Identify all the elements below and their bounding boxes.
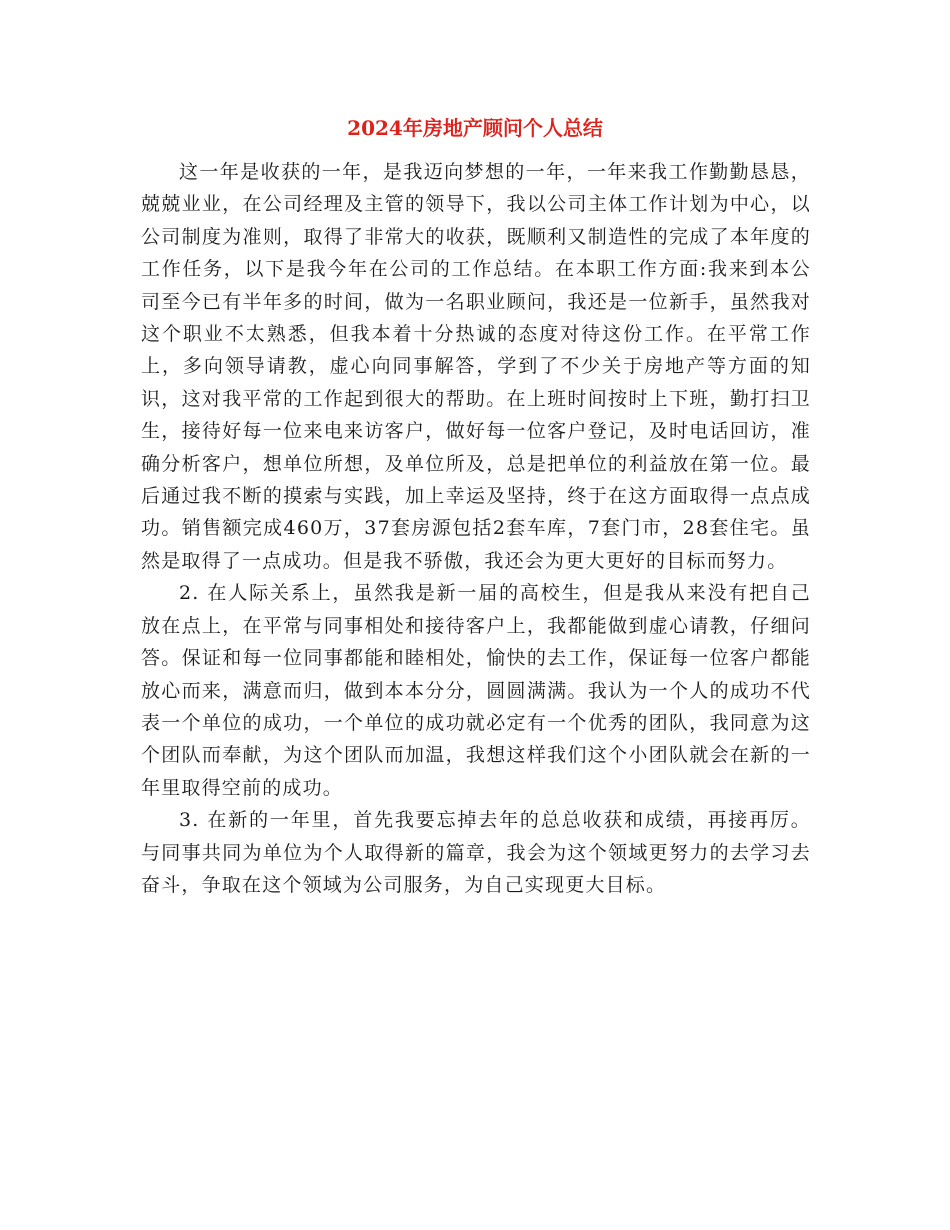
document-title: 2024年房地产顾问个人总结 bbox=[347, 116, 603, 140]
paragraph-1: 这一年是收获的一年，是我迈向梦想的一年，一年来我工作勤勤恳恳，兢兢业业，在公司经理及主管的领导下，我以公司主体工作计划为中心，以公司制度为准则，取得了非常大的收获，既顺利又制造性的完成了本年度的工作任务，以下是我今年在公司的工作总结。在本职工作方面:我来到本公司至今已有半年多的时间，做为一名职业顾问，我还是一位新手，虽然我对这个职业不太熟悉，但我本着十分热诚的态度对待这份工作。在平常工作上，多向领导请教，虚心向同事解答，学到了不少关于房地产等方面的知识，这对我平常的工作起到很大的帮助。在上班时间按时上下班，勤打扫卫生，接待好每一位来电来访客户，做好每一位客户登记，及时电话回访，准确分析客户，想单位所想，及单位所及，总是把单位的利益放在第一位。最后通过我不断的摸索与实践，加上幸运及坚持，终于在这方面取得一点点成功。销售额完成460万，37套房源包括2套车库，7套门市，28套住宅。虽然是取得了一点成功。但是我不骄傲，我还会为更大更好的目标而努力。 bbox=[141, 161, 811, 572]
document-body bbox=[141, 156, 811, 901]
paragraph-2: 2. 在人际关系上，虽然我是新一届的高校生，但是我从来没有把自己放在点上，在平常与同事相处和接待客户上，我都能做到虚心请教，仔细问答。保证和每一位同事都能和睦相处，愉快的去工作，保证每一位客户都能放心而来，满意而归，做到本本分分，圆圆满满。我认为一个人的成功不代表一个单位的成功，一个单位的成功就必定有一个优秀的团队，我同意为这个团队而奉献，为这个团队而加温，我想这样我们这个小团队就会在新的一年里取得空前的成功。 bbox=[141, 582, 811, 799]
paragraph-3: 3. 在新的一年里，首先我要忘掉去年的总总收获和成绩，再接再厉。与同事共同为单位为个人取得新的篇章，我会为这个领域更努力的去学习去奋斗，争取在这个领域为公司服务，为自己实现更大目标。 bbox=[141, 809, 811, 896]
